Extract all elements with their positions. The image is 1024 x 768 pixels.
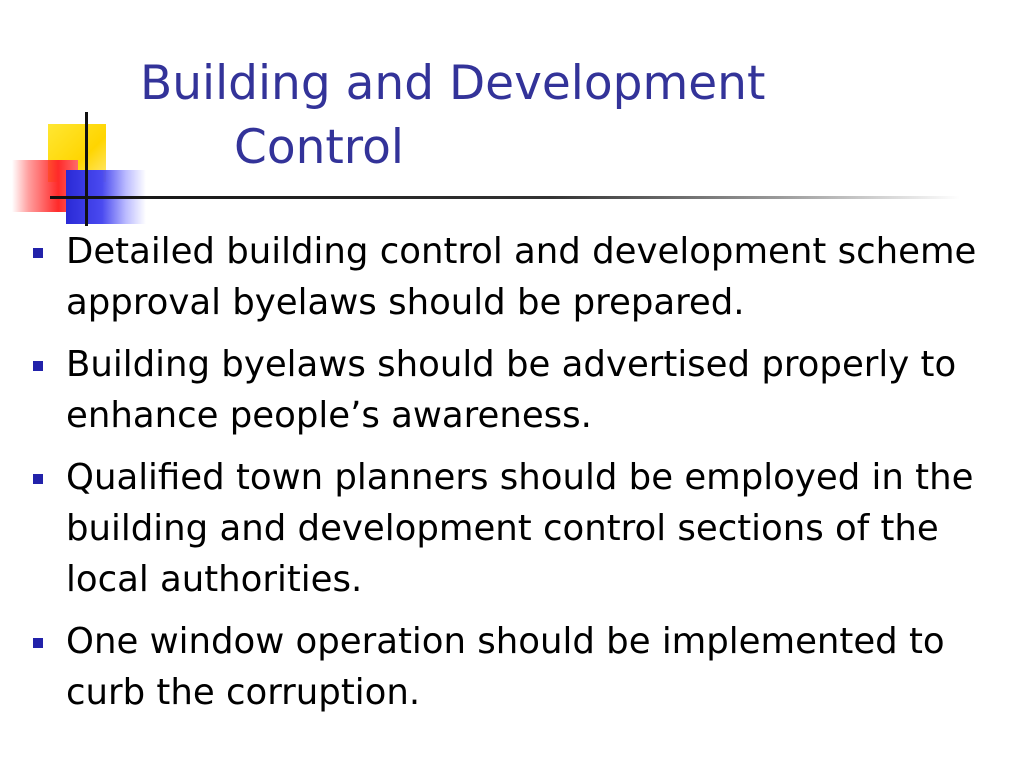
bullet-text: Building byelaws should be advertised properly to enhance people’s awareness. (66, 344, 957, 436)
vertical-line (85, 112, 88, 226)
square-bullet-icon (33, 361, 43, 371)
bullet-text: One window operation should be implemented to curb the corruption. (66, 621, 945, 713)
square-bullet-icon (33, 248, 43, 258)
bullet-text: Detailed building control and development scheme approval byelaws should be prepared. (66, 231, 977, 323)
title-divider (50, 196, 960, 199)
title-line-2: Control (234, 120, 404, 175)
bullet-item (30, 452, 980, 605)
bullet-text: Qualified town planners should be employed in the building and development control sections of the local authorities. (66, 457, 974, 600)
bullet-list (30, 226, 980, 729)
title-line-1: Building and Development (140, 56, 766, 111)
slide-title (140, 52, 900, 180)
bullet-item (30, 339, 980, 441)
bullet-item (30, 226, 980, 328)
bullet-item (30, 616, 980, 718)
decorative-logo (0, 0, 160, 240)
square-bullet-icon (33, 474, 43, 484)
square-bullet-icon (33, 638, 43, 648)
